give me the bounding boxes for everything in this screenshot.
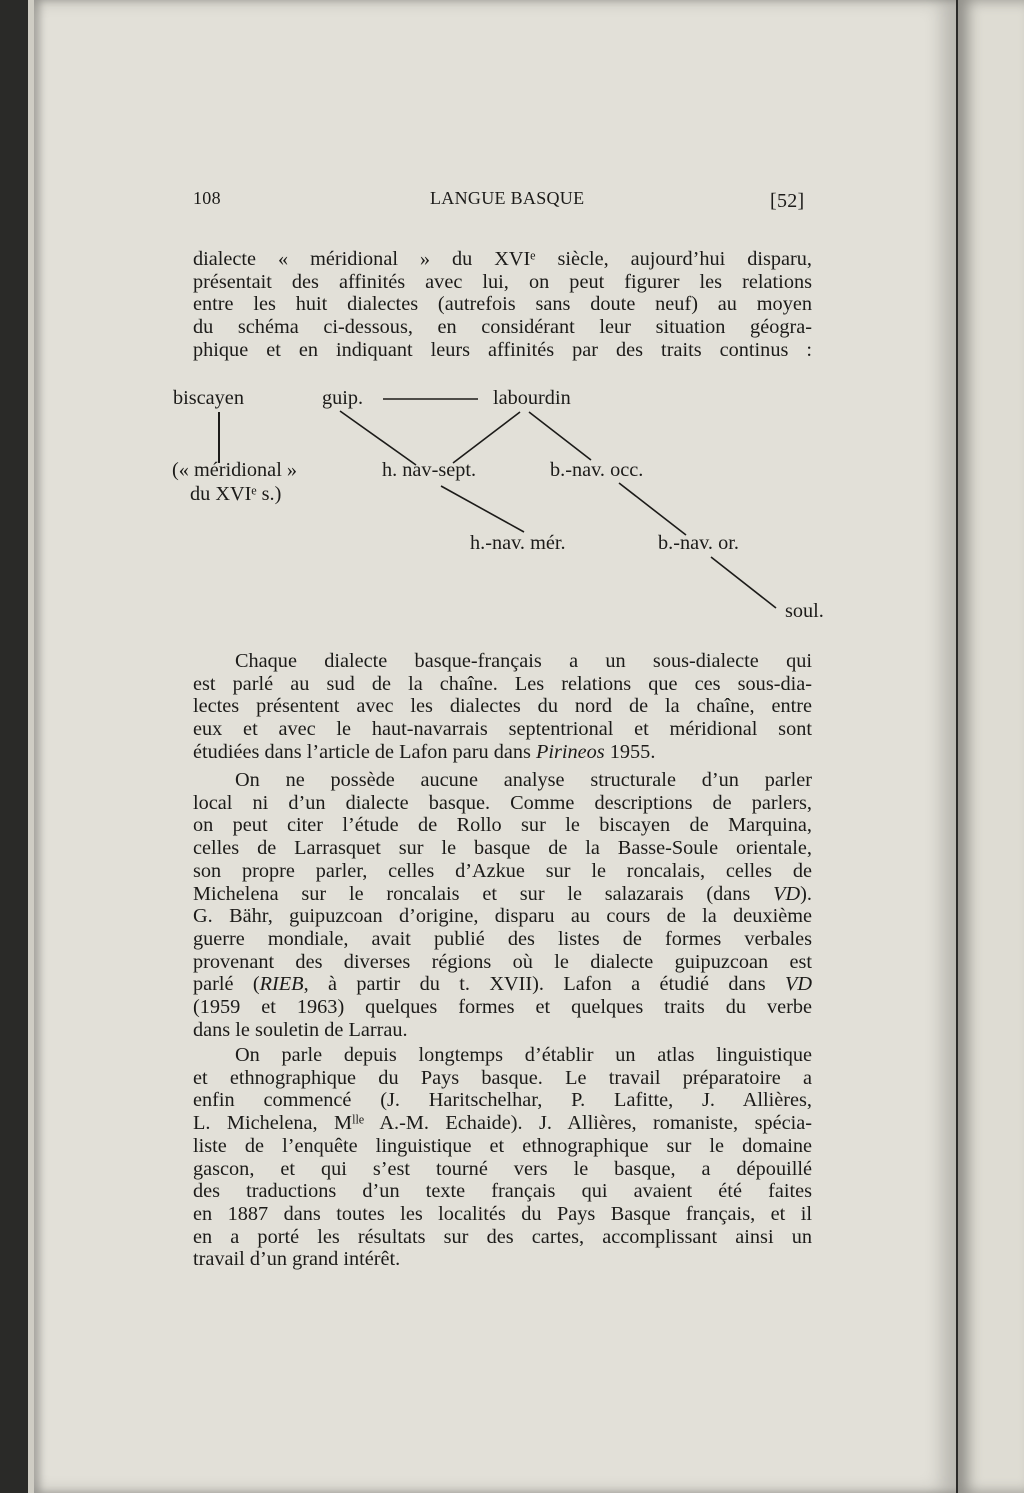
- label-b-nav-or: b.-nav. or.: [658, 532, 739, 554]
- text-segment: G. Bähr, guipuzcoan d’origine, disparu au cours de la deuxième: [193, 905, 812, 928]
- text-segment: eux et avec le haut-navarrais septentrional et méridional sont: [193, 718, 812, 741]
- text-segment: Michelena sur le roncalais et sur le salazarais (dans: [193, 882, 774, 905]
- label-b-nav-occ: b.-nav. occ.: [550, 459, 644, 481]
- link-hnavsept-hnavmer: [441, 486, 524, 532]
- text-segment: ).: [800, 882, 812, 905]
- link-labourdin-bnavocc: [529, 412, 591, 460]
- text-segment: 1955.: [604, 740, 656, 763]
- italic-title: Pirineos: [535, 740, 605, 763]
- label-biscayen: biscayen: [173, 387, 244, 409]
- text-segment: phique et en indiquant leurs affinités par des traits continus :: [193, 338, 812, 361]
- text-segment: (1959 et 1963) quelques formes et quelques traits du verbe: [193, 996, 812, 1018]
- text-segment: parlé (: [193, 973, 260, 996]
- link-guip-hnavsept: [340, 411, 416, 465]
- text-segment: lectes présentent avec les dialectes du nord de la chaîne, entre: [193, 695, 812, 718]
- text-segment: en 1887 dans toutes les localités du Pays Basque français, et il: [193, 1202, 812, 1225]
- text-segment: dans le souletin de Larrau.: [193, 1018, 408, 1041]
- link-bnavocc-bnavor: [619, 483, 686, 535]
- text-segment: On ne possède aucune analyse structurale d’un parler: [235, 769, 812, 791]
- text-segment: son propre parler, celles d’Azkue sur le roncalais, celles de: [193, 859, 812, 882]
- text-segment: liste de l’enquête linguistique et ethnographique sur le domaine: [193, 1134, 812, 1157]
- text-segment: L. Michelena, Mˡˡᵉ A.-M. Echaide). J. Allières, romaniste, spécia-: [193, 1112, 812, 1135]
- text-segment: local ni d’un dialecte basque. Comme descriptions de parlers,: [193, 791, 812, 814]
- label-meridional: (« méridional »: [172, 459, 298, 481]
- text-segment: On parle depuis longtemps d’établir un atlas linguistique: [235, 1044, 812, 1066]
- text-segment: travail d’un grand intérêt.: [193, 1248, 401, 1271]
- label-h-nav-mer: h.-nav. mér.: [470, 532, 566, 554]
- page-number: 108: [193, 188, 221, 208]
- text-segment: on peut citer l’étude de Rollo sur le biscayen de Marquina,: [193, 814, 812, 837]
- text-segment: du schéma ci-dessous, en considérant leur situation géogra-: [193, 316, 812, 339]
- text-segment: Chaque dialecte basque-français a un sous-dialecte qui: [235, 650, 812, 672]
- text-segment: et ethnographique du Pays basque. Le travail préparatoire a: [193, 1066, 812, 1089]
- text-segment: celles de Larrasquet sur le basque de la Basse-Soule orientale,: [193, 837, 812, 860]
- text-segment: en a porté les résultats sur des cartes, accomplissant ainsi un: [193, 1225, 812, 1248]
- italic-title: RIEB: [259, 973, 304, 996]
- label-labourdin: labourdin: [493, 387, 571, 409]
- text-segment: , à partir du t. XVII). Lafon a étudié dans: [303, 973, 785, 996]
- text-segment: des traductions d’un texte français qui avaient été faites: [193, 1180, 812, 1203]
- text-segment: gascon, et qui s’est tourné vers le basque, a dépouillé: [193, 1157, 812, 1180]
- text-segment: guerre mondiale, avait publié des listes de formes verbales: [193, 927, 812, 950]
- text-segment: dialecte « méridional » du XVIᵉ siècle, aujourd’hui disparu,: [193, 248, 812, 270]
- label-guip: guip.: [322, 387, 364, 409]
- link-bnavor-soul: [711, 557, 776, 608]
- text-segment: présentait des affinités avec lui, on peut figurer les relations: [193, 270, 812, 293]
- section-number: [52]: [770, 190, 805, 212]
- text-segment: enfin commencé (J. Haritschelhar, P. Lafitte, J. Allières,: [193, 1089, 812, 1112]
- link-labourdin-hnavsept: [453, 412, 520, 463]
- italic-title: VD: [784, 973, 813, 996]
- text-segment: entre les huit dialectes (autrefois sans doute neuf) au moyen: [193, 293, 812, 316]
- label-h-nav-sept: h. nav-sept.: [382, 459, 477, 481]
- label-du-xvi: du XVIᵉ s.): [190, 483, 282, 505]
- running-title: LANGUE BASQUE: [430, 188, 585, 208]
- text-segment: provenant des diverses régions où le dialecte guipuzcoan est: [193, 950, 812, 973]
- text-segment: est parlé au sud de la chaîne. Les relations que ces sous-dia-: [193, 672, 812, 695]
- italic-title: VD: [773, 882, 801, 905]
- label-soul: soul.: [785, 600, 824, 622]
- text-segment: étudiées dans l’article de Lafon paru dans: [193, 740, 536, 763]
